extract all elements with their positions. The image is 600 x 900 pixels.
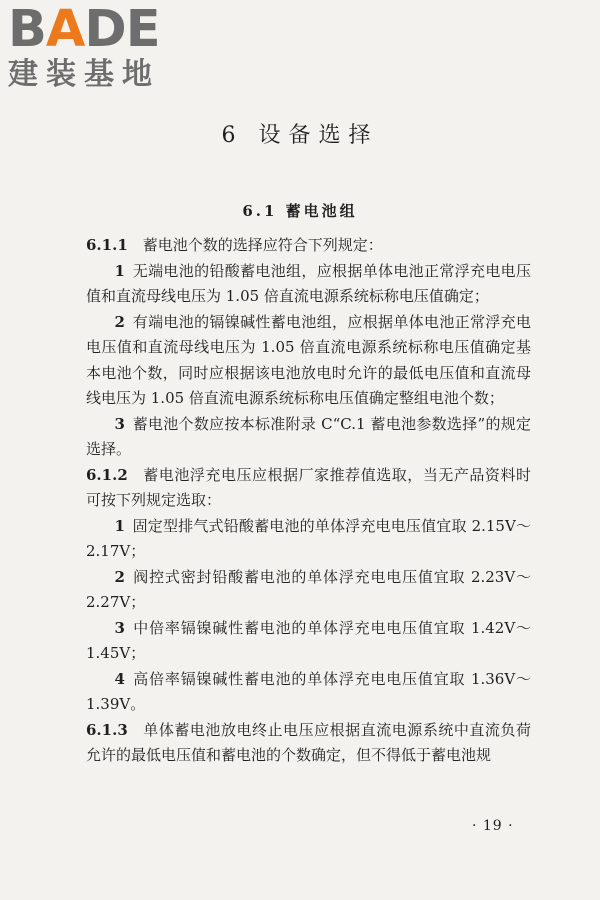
clause-text: 蓄电池浮充电压应根据厂家推荐值选取，当无产品资料时可按下列规定选取：	[86, 465, 531, 509]
item-number: 4	[114, 669, 125, 688]
logo-subtitle: 建装基地	[8, 57, 160, 92]
item-text: 中倍率镉镍碱性蓄电池的单体浮充电电压值宜取 1.42V～1.45V；	[86, 618, 531, 662]
item-number: 2	[114, 312, 125, 331]
clause-6-1-2	[86, 463, 531, 514]
clause-text: 蓄电池个数的选择应符合下列规定：	[142, 236, 383, 254]
list-item	[86, 412, 531, 463]
clause-6-1-1	[86, 233, 531, 259]
document-body	[86, 233, 531, 769]
logo-wordmark: BADE	[8, 0, 160, 59]
clause-6-1-3	[86, 718, 531, 769]
page-number: · 19 ·	[472, 818, 514, 834]
clause-number: 6.1.1	[86, 236, 128, 254]
clause-number: 6.1.3	[86, 720, 128, 739]
item-text: 阀控式密封铅酸蓄电池的单体浮充电电压值宜取 2.23V～2.27V；	[86, 567, 531, 611]
list-item	[86, 616, 531, 667]
item-number: 3	[114, 414, 125, 433]
list-item	[86, 259, 531, 310]
section-title: 6.1 蓄电池组	[242, 202, 358, 220]
list-item	[86, 565, 531, 616]
item-number: 3	[114, 618, 125, 637]
item-text: 固定型排气式铅酸蓄电池的单体浮充电电压值宜取 2.15V～2.17V；	[86, 516, 531, 560]
item-text: 高倍率镉镍碱性蓄电池的单体浮充电电压值宜取 1.36V～1.39V。	[86, 669, 531, 713]
item-text: 有端电池的镉镍碱性蓄电池组，应根据单体电池正常浮充电电压值和直流母线电压为 1.05 倍直流电源系统标称电压值确定基本电池个数，同时应根据该电池放电时允许的最低电压值和直流母线电压为 1.05 倍直流电源系统标称电压值确定整组电池个数；	[86, 312, 531, 407]
item-text: 蓄电池个数应按本标准附录 C“C.1 蓄电池参数选择”的规定选择。	[86, 414, 531, 458]
bade-logo	[8, 0, 183, 92]
chapter-title: 6 设备选择	[221, 123, 379, 148]
list-item	[86, 667, 531, 718]
item-number: 1	[114, 261, 125, 280]
clause-text: 单体蓄电池放电终止电压应根据直流电源系统中直流负荷允许的最低电压值和蓄电池的个数确定，但不得低于蓄电池规	[86, 720, 531, 764]
item-number: 1	[114, 516, 125, 535]
item-text: 无端电池的铅酸蓄电池组，应根据单体电池正常浮充电电压值和直流母线电压为 1.05 倍直流电源系统标称电压值确定；	[86, 261, 531, 305]
clause-number: 6.1.2	[86, 465, 128, 484]
list-item	[86, 514, 531, 565]
item-number: 2	[114, 567, 125, 586]
list-item	[86, 310, 531, 412]
